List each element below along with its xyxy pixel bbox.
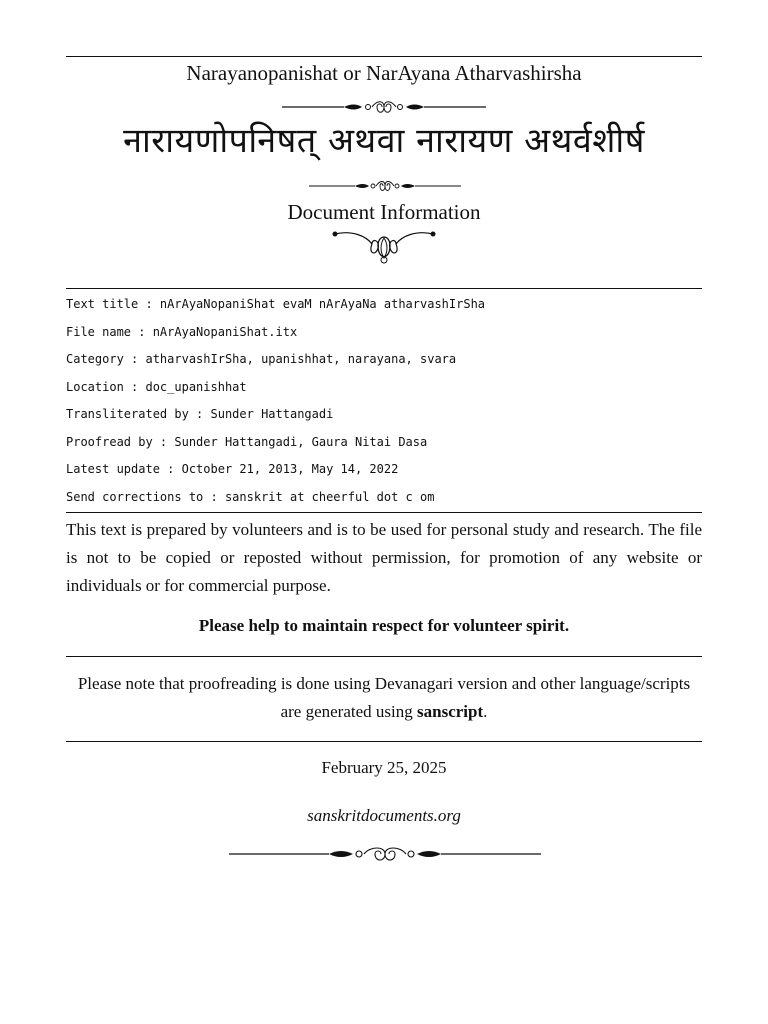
flourish-ornament bbox=[332, 226, 436, 266]
meta-text-title: Text title : nArAyaNopaniShat evaM nArAyaNa atharvashIrSha bbox=[66, 297, 486, 311]
note-bottom-rule bbox=[66, 741, 702, 742]
meta-transliterated-by: Transliterated by : Sunder Hattangadi bbox=[66, 407, 334, 421]
proofread-note bbox=[66, 670, 702, 726]
meta-send-corrections: Send corrections to : sanskrit at cheerful dot c om bbox=[66, 490, 435, 504]
ornament-divider-2 bbox=[309, 180, 461, 192]
metadata-bottom-rule bbox=[66, 512, 702, 513]
disclaimer-paragraph: This text is prepared by volunteers and is to be used for personal study and research. The file is not to be copied or reposted without permission, for promotion of any website or individuals or for commercial purpose. bbox=[66, 520, 702, 595]
meta-latest-update: Latest update : October 21, 2013, May 14, 2022 bbox=[66, 462, 399, 476]
proofread-note-end: . bbox=[483, 702, 488, 721]
meta-category: Category : atharvashIrSha, upanishhat, narayana, svara bbox=[66, 352, 457, 366]
section-heading: Document Information bbox=[287, 200, 481, 224]
ornament-divider-bottom bbox=[229, 846, 541, 862]
english-title: Narayanopanishat or NarAyana Atharvashirsha bbox=[186, 61, 582, 85]
meta-proofread-by: Proofread by : Sunder Hattangadi, Gaura Nitai Dasa bbox=[66, 435, 428, 449]
respect-note: Please help to maintain respect for volunteer spirit. bbox=[198, 616, 570, 635]
sanscript-term: sanscript bbox=[417, 702, 484, 721]
document-date: February 25, 2025 bbox=[321, 758, 447, 777]
top-rule bbox=[66, 56, 702, 57]
sanskrit-title: नारायणोपनिषत् अथवा नारायण अथर्वशीर्ष bbox=[123, 121, 645, 161]
proofread-note-text: Please note that proofreading is done using Devanagari version and other language/scripts are generated using bbox=[77, 674, 691, 721]
website-name: sanskritdocuments.org bbox=[307, 806, 461, 825]
metadata-top-rule bbox=[66, 288, 702, 289]
ornament-divider-1 bbox=[282, 100, 486, 114]
meta-file-name: File name : nArAyaNopaniShat.itx bbox=[66, 325, 298, 339]
meta-location: Location : doc_upanishhat bbox=[66, 380, 247, 394]
note-top-rule bbox=[66, 656, 702, 657]
